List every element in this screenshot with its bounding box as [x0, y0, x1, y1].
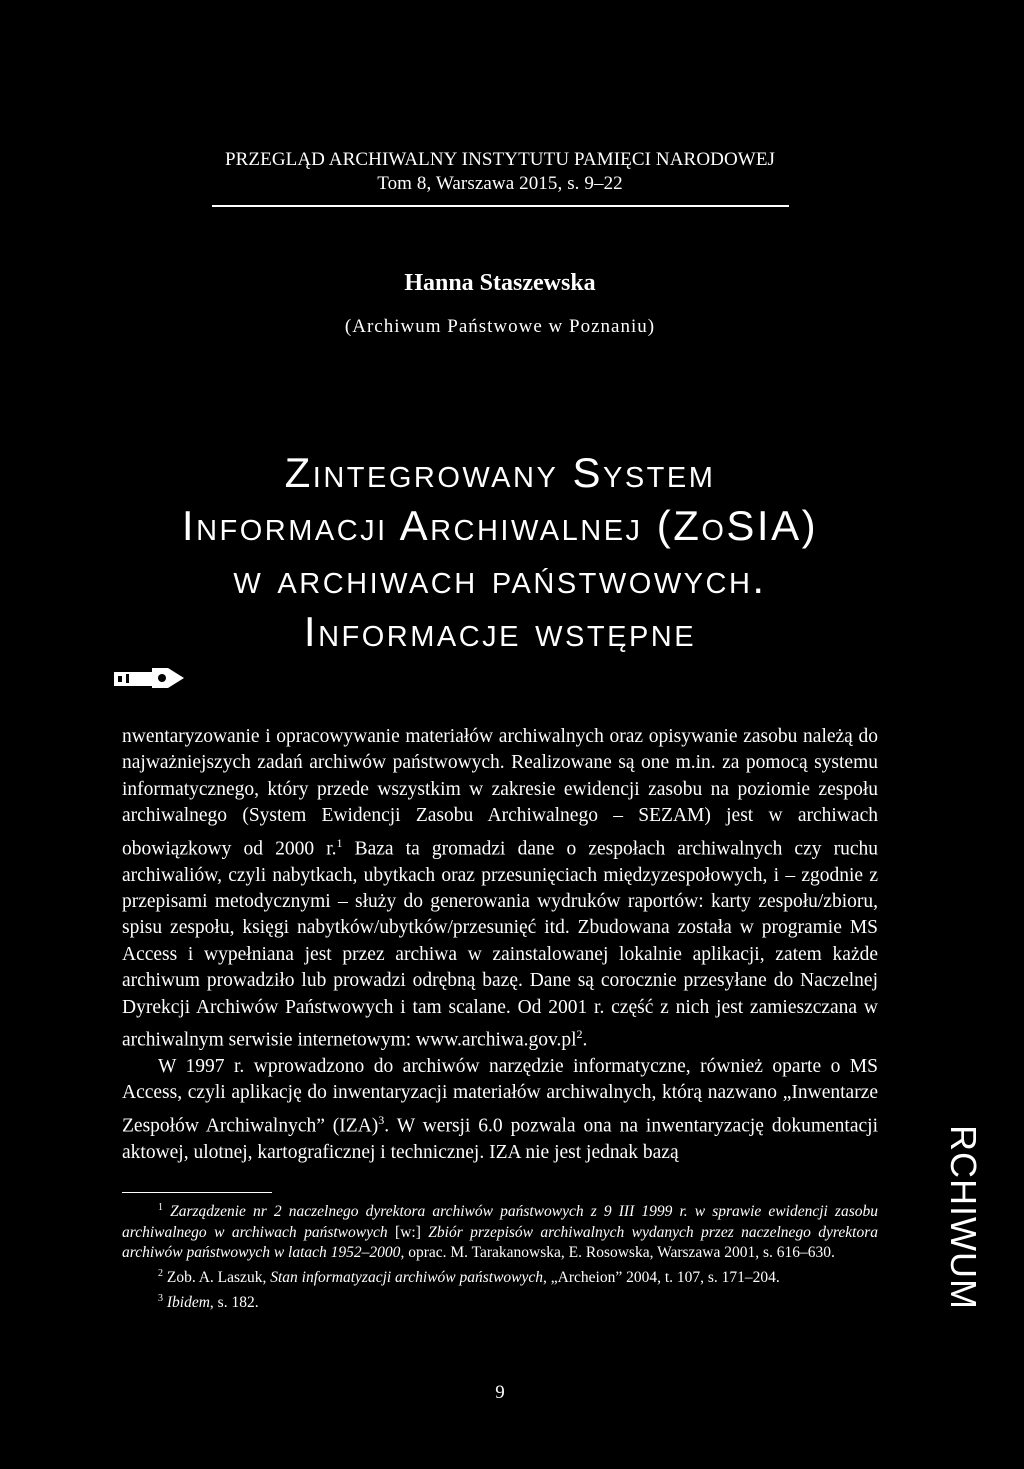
footnote-2-title: Stan informatyzacji archiwów państwowych — [270, 1269, 544, 1287]
author-name: Hanna Staszewska — [404, 270, 596, 296]
footnote-ref-3: 3 — [378, 1112, 385, 1127]
author-affiliation: (Archiwum Państwowe w Poznaniu) — [344, 316, 656, 337]
footnote-1-in: [w:] — [387, 1223, 429, 1241]
footnote-2-end: , „Archeion” 2004, t. 107, s. 171–204. — [543, 1269, 780, 1287]
section-side-tab — [930, 1125, 990, 1340]
title-line-1: Zintegrowany System — [284, 449, 716, 496]
paragraph-1 — [122, 724, 878, 1054]
footnote-3-number: 3 — [158, 1292, 163, 1304]
paragraph-2 — [122, 1054, 878, 1166]
footnote-3-end: , s. 182. — [209, 1293, 259, 1311]
footnote-3 — [122, 1289, 878, 1314]
footnote-2-author: Zob. A. Laszuk, — [163, 1269, 271, 1287]
footnote-ref-2: 2 — [576, 1026, 583, 1041]
paragraph-2-part-b: . W wersji 6.0 pozwala ona na inwentaryzację dokumentacji aktowej, ulotnej, kartograficznej i technicznej. IZA nie jest jednak bazą — [122, 1115, 878, 1163]
paragraph-1-part-b: Baza ta gromadzi dane o zespołach archiwalnych czy ruchu archiwaliów, czyli nabytkach, ubytkach oraz przesunięciach międzyzespołowych, i – zgodnie z przepisami metodycznymi – służy do generowania wydruków raportów: karty zespołu/zbioru, spisu zespołu, księgi nabytków/ubytków/przesunięć itd. Zbudowana została w programie MS Access i wypełniana jest przez archiwa w zainstalowanej lokalnie aplikacji, zatem każde archiwum prowadziło lub prowadzi odrębną bazę. Dane są corocznie przesyłane do Naczelnej Dyrekcji Archiwów Państwowych i tam scalane. Od 2001 r. część z nich jest zamieszczana w archiwalnym serwisie internetowym: www.archiwa.gov.pl — [122, 838, 878, 1051]
journal-volume: Tom 8, Warszawa 2015, s. 9–22 — [377, 173, 623, 194]
drop-cap-ornament-icon — [112, 664, 188, 690]
title-line-3: w archiwach państwowych. — [233, 555, 767, 602]
header-rule — [212, 205, 789, 207]
footnote-1-end: , oprac. M. Tarakanowska, E. Rosowska, Warszawa 2001, s. 616–630. — [400, 1244, 835, 1262]
footnote-ref-1: 1 — [336, 835, 343, 850]
footnote-1 — [122, 1198, 878, 1264]
paragraph-1-part-c: . — [582, 1029, 588, 1051]
title-line-2: Informacji Archiwalnej (ZoSIA) — [181, 502, 819, 549]
side-tab-label: RCHIWUM — [943, 1125, 984, 1310]
footnote-2 — [122, 1264, 878, 1289]
paragraph-1-part-a: nwentaryzowanie i opracowywanie materiałów archiwalnych oraz opisywanie zasobu należą do najważniejszych zadań archiwów państwowych. Realizowane są one m.in. za pomocą systemu informatycznego, który przede wszystkim w zakresie ewidencji zasobu na poziomie zespołu archiwalnego (System Ewidencji Zasobu Archiwalnego – SEZAM) jest w archiwach obowiązkowy od 2000 r. — [122, 726, 878, 860]
footnote-1-title: Zarządzenie nr 2 naczelnego dyrektora archiwów państwowych z 9 III 1999 r. w sprawie ewidencji zasobu archiwalnego w archiwach państwowych — [122, 1203, 878, 1241]
footnote-rule — [122, 1192, 272, 1193]
article-title — [0, 446, 1000, 658]
paragraph-2-part-a: W 1997 r. wprowadzono do archiwów narzędzie informatyczne, również oparte o MS Access, czyli aplikację do inwentaryzacji materiałów archiwalnych, którą nazwano „Inwentarze Zespołów Archiwalnych” (IZA) — [122, 1055, 878, 1137]
page-number: 9 — [495, 1382, 505, 1403]
journal-title: PRZEGLĄD ARCHIWALNY INSTYTUTU PAMIĘCI NARODOWEJ — [224, 149, 776, 170]
footnote-3-ibidem: Ibidem — [163, 1293, 210, 1311]
footnote-2-number: 2 — [158, 1267, 163, 1279]
journal-header — [0, 148, 1000, 196]
footnotes — [122, 1198, 878, 1313]
footnote-1-collection: Zbiór przepisów archiwalnych wydanych przez naczelnego dyrektora archiwów państwowych w latach 1952–2000 — [122, 1223, 878, 1262]
body-text — [122, 724, 878, 1166]
title-line-4: Informacje wstępne — [303, 608, 697, 655]
footnote-1-number: 1 — [158, 1202, 163, 1213]
